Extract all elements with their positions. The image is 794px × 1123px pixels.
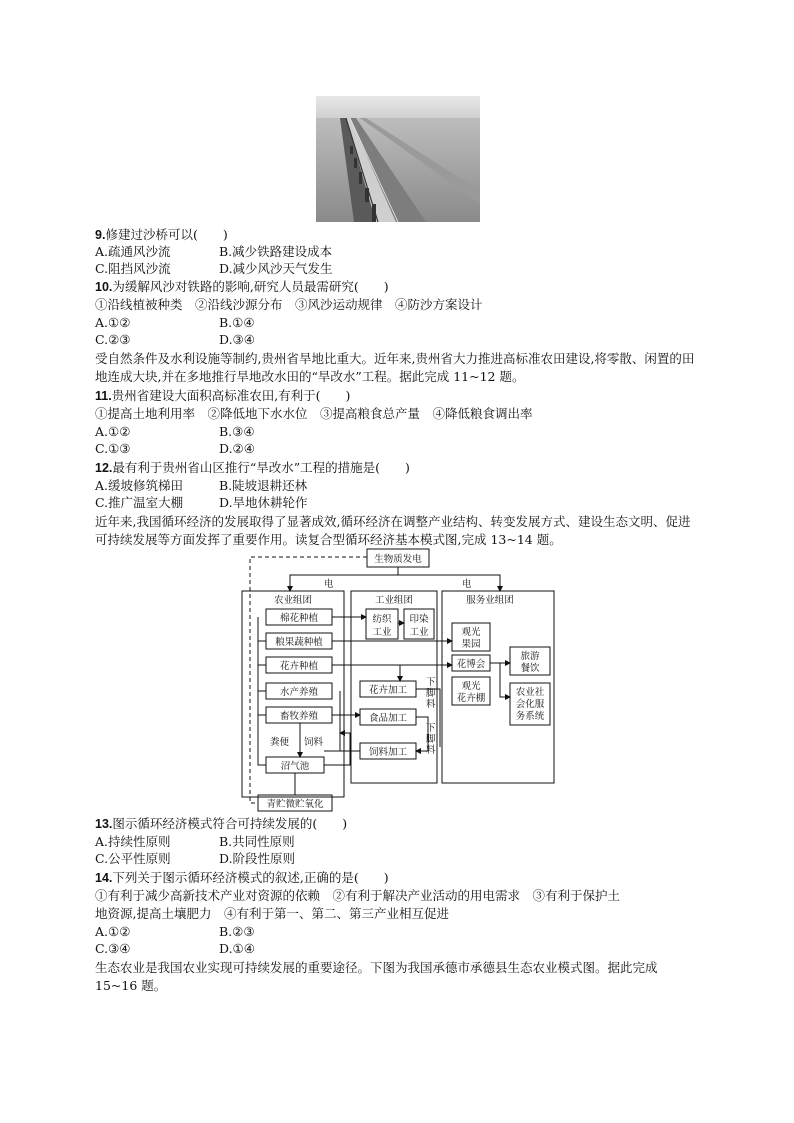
passage-15-16: 生态农业是我国农业实现可持续发展的重要途径。下图为我国承德市承德县生态农业模式图。据此完成 15~16 题。 [95,960,658,993]
label-electricity: 电 [462,579,472,590]
agriculture-group-title: 农业组团 [273,595,313,606]
label-scraps: 下脚料 [426,677,436,710]
label-electricity: 电 [324,579,334,590]
question-11: 11.贵州省建设大面积高标准农田,有利于( ) [95,388,351,403]
node-flower-processing: 花卉加工 [368,685,408,696]
option: B.减少铁路建设成本 [219,244,333,259]
node-dyeing: 印染 [409,614,429,625]
node-flowers: 花卉种植 [279,661,319,672]
node-sightseeing-orchard: 观光 [461,627,481,638]
label-manure: 粪便 [270,737,290,748]
option: D.减少风沙天气发生 [219,261,333,276]
node-agri-service-system-line3: 务系统 [515,711,545,722]
node-biogas: 沼气池 [280,761,310,772]
circular-economy-diagram [240,547,560,813]
industry-group-title: 工业组团 [374,595,414,606]
node-tourism-dining: 旅游 [520,651,540,662]
node-agri-service-system-line2: 会化服 [515,699,545,710]
node-textile: 纺织 [372,614,392,625]
node-aquaculture: 水产养殖 [279,687,319,698]
node-livestock: 畜牧养殖 [279,711,319,722]
service-group-title: 服务业组团 [466,595,514,606]
node-agri-service-system: 农业社 [515,687,545,698]
node-grain-fruit-veg: 粮果蔬种植 [275,637,323,648]
node-feed-processing: 饲料加工 [368,747,408,758]
node-sightseeing-orchard-line2: 果园 [461,639,481,650]
option: A.疏通风沙流 [95,244,171,259]
railway-sand-bridge-photo [316,96,480,222]
passage-13-14: 近年来,我国循环经济的发展取得了显著成效,循环经济在调整产业结构、转变发展方式、建设生态文明、促进可持续发展等方面发挥了重要作用。读复合型循环经济基本模式图,完成 13~14 题。 [95,514,691,547]
question-9: 9.修建过沙桥可以( ) [95,227,228,242]
node-flower-expo: 花博会 [456,659,486,670]
node-dyeing-line2: 工业 [409,627,429,638]
node-food-processing: 食品加工 [368,713,408,724]
passage-11-12: 受自然条件及水利设施等制约,贵州省旱地比重大。近年来,贵州省大力推进高标准农田建设,将零散、闲置的田地连成大块,并在多地推行旱地改水田的“旱改水”工程。据此完成 11~12 题。 [95,351,695,384]
node-cotton: 棉花种植 [279,613,319,624]
node-flower-greenhouse: 观光 [461,681,481,692]
question-13: 13.图示循环经济模式符合可持续发展的( ) [95,816,348,831]
label-feed: 饲料 [304,737,324,748]
question-12: 12.最有利于贵州省山区推行“旱改水”工程的措施是( ) [95,460,410,475]
node-textile-line2: 工业 [372,627,392,638]
question-14: 14.下列关于图示循环经济模式的叙述,正确的是( ) [95,870,389,885]
label-biomass-power: 生物质发电 [374,554,422,565]
node-silage: 青贮微贮氧化 [266,799,324,810]
node-tourism-dining-line2: 餐饮 [520,663,540,674]
option: C.阻挡风沙流 [95,261,171,276]
label-scraps: 下脚料 [426,723,436,756]
question-10: 10.为缓解风沙对铁路的影响,研究人员最需研究( ) [95,279,389,294]
node-flower-greenhouse-line2: 花卉棚 [456,693,486,704]
